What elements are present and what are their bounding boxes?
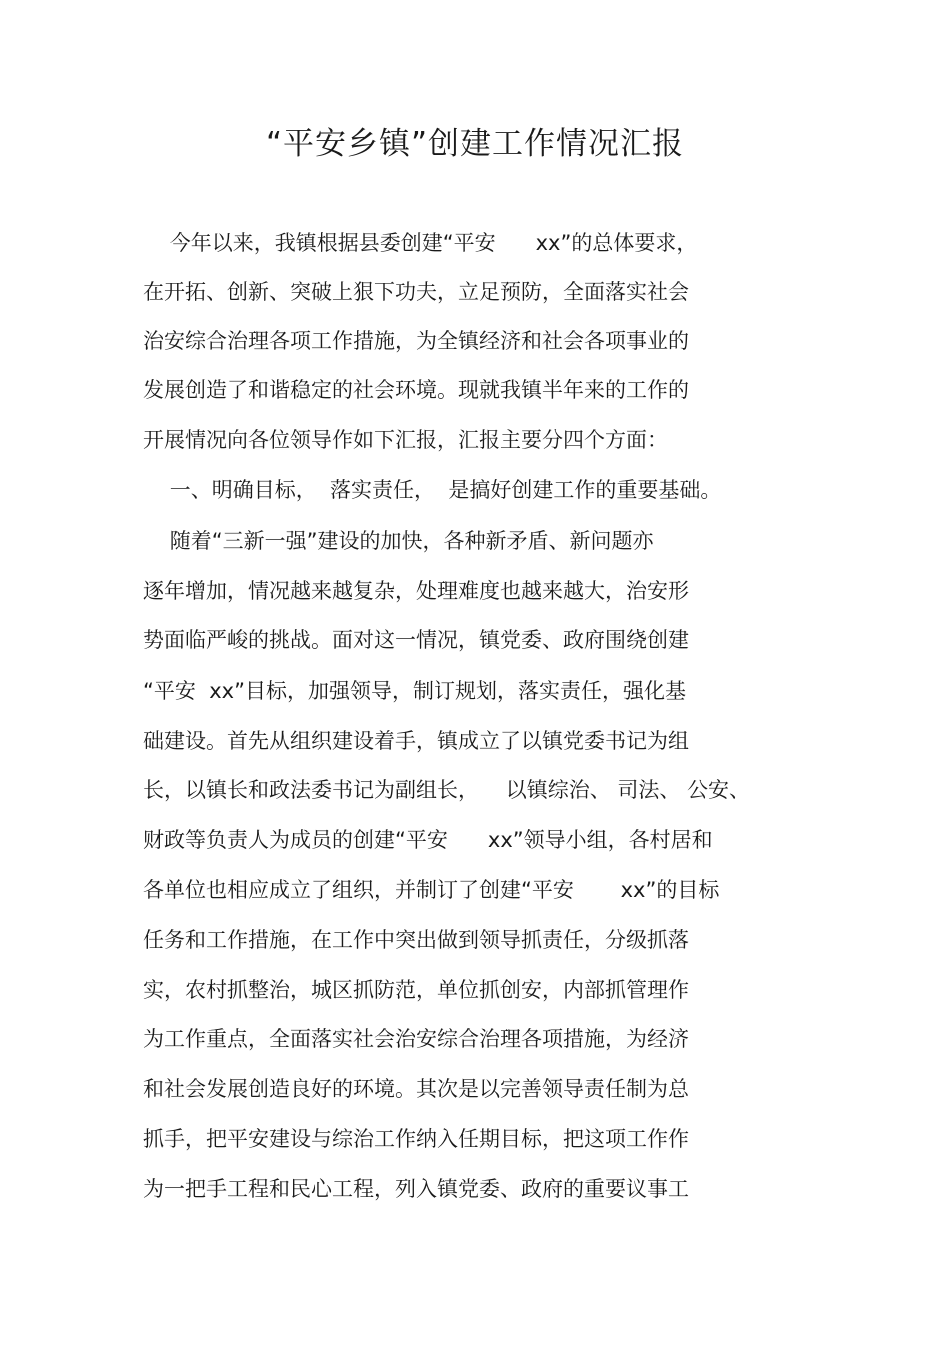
body-line: 和社会发展创造良好的环境。其次是以完善领导责任制为总 <box>143 1077 689 1101</box>
body-line: “平安 xx”目标，加强领导，制订规划，落实责任，强化基 <box>143 679 686 703</box>
body-line: 为一把手工程和民心工程，列入镇党委、政府的重要议事工 <box>143 1177 689 1201</box>
body-line: 实，农村抓整治，城区抓防范，单位抓创安，内部抓管理作 <box>143 978 689 1002</box>
body-line: 开展情况向各位领导作如下汇报，汇报主要分四个方面： <box>143 428 668 452</box>
body-line: 在开拓、创新、突破上狠下功夫，立足预防，全面落实社会 <box>143 280 689 304</box>
body-line: 治安综合治理各项工作措施，为全镇经济和社会各项事业的 <box>143 329 689 353</box>
body-line: 任务和工作措施，在工作中突出做到领导抓责任，分级抓落 <box>143 928 689 952</box>
body-line: 础建设。首先从组织建设着手，镇成立了以镇党委书记为组 <box>143 729 689 753</box>
body-line: 财政等负责人为成员的创建“平安 xx”领导小组，各村居和 <box>143 828 713 852</box>
body-line: 发展创造了和谐稳定的社会环境。现就我镇半年来的工作的 <box>143 378 689 402</box>
body-line: 势面临严峻的挑战。面对这一情况，镇党委、政府围绕创建 <box>143 628 689 652</box>
section-heading: 一、明确目标， 落实责任， 是搞好创建工作的重要基础。 <box>143 478 722 502</box>
body-line: 长，以镇长和政法委书记为副组长， 以镇综治、 司法、 公安、 <box>143 778 751 802</box>
body-line: 今年以来，我镇根据县委创建“平安 xx”的总体要求， <box>143 231 698 255</box>
body-line: 抓手，把平安建设与综治工作纳入任期目标，把这项工作作 <box>143 1127 689 1151</box>
body-line: 逐年增加，情况越来越复杂，处理难度也越来越大，治安形 <box>143 579 689 603</box>
body-line: 随着“三新一强”建设的加快，各种新矛盾、新问题亦 <box>143 529 654 553</box>
body-line: 各单位也相应成立了组织，并制订了创建“平安 xx”的目标 <box>143 878 720 902</box>
document-title: “平安乡镇”创建工作情况汇报 <box>265 126 685 162</box>
body-line: 为工作重点，全面落实社会治安综合治理各项措施，为经济 <box>143 1027 689 1051</box>
